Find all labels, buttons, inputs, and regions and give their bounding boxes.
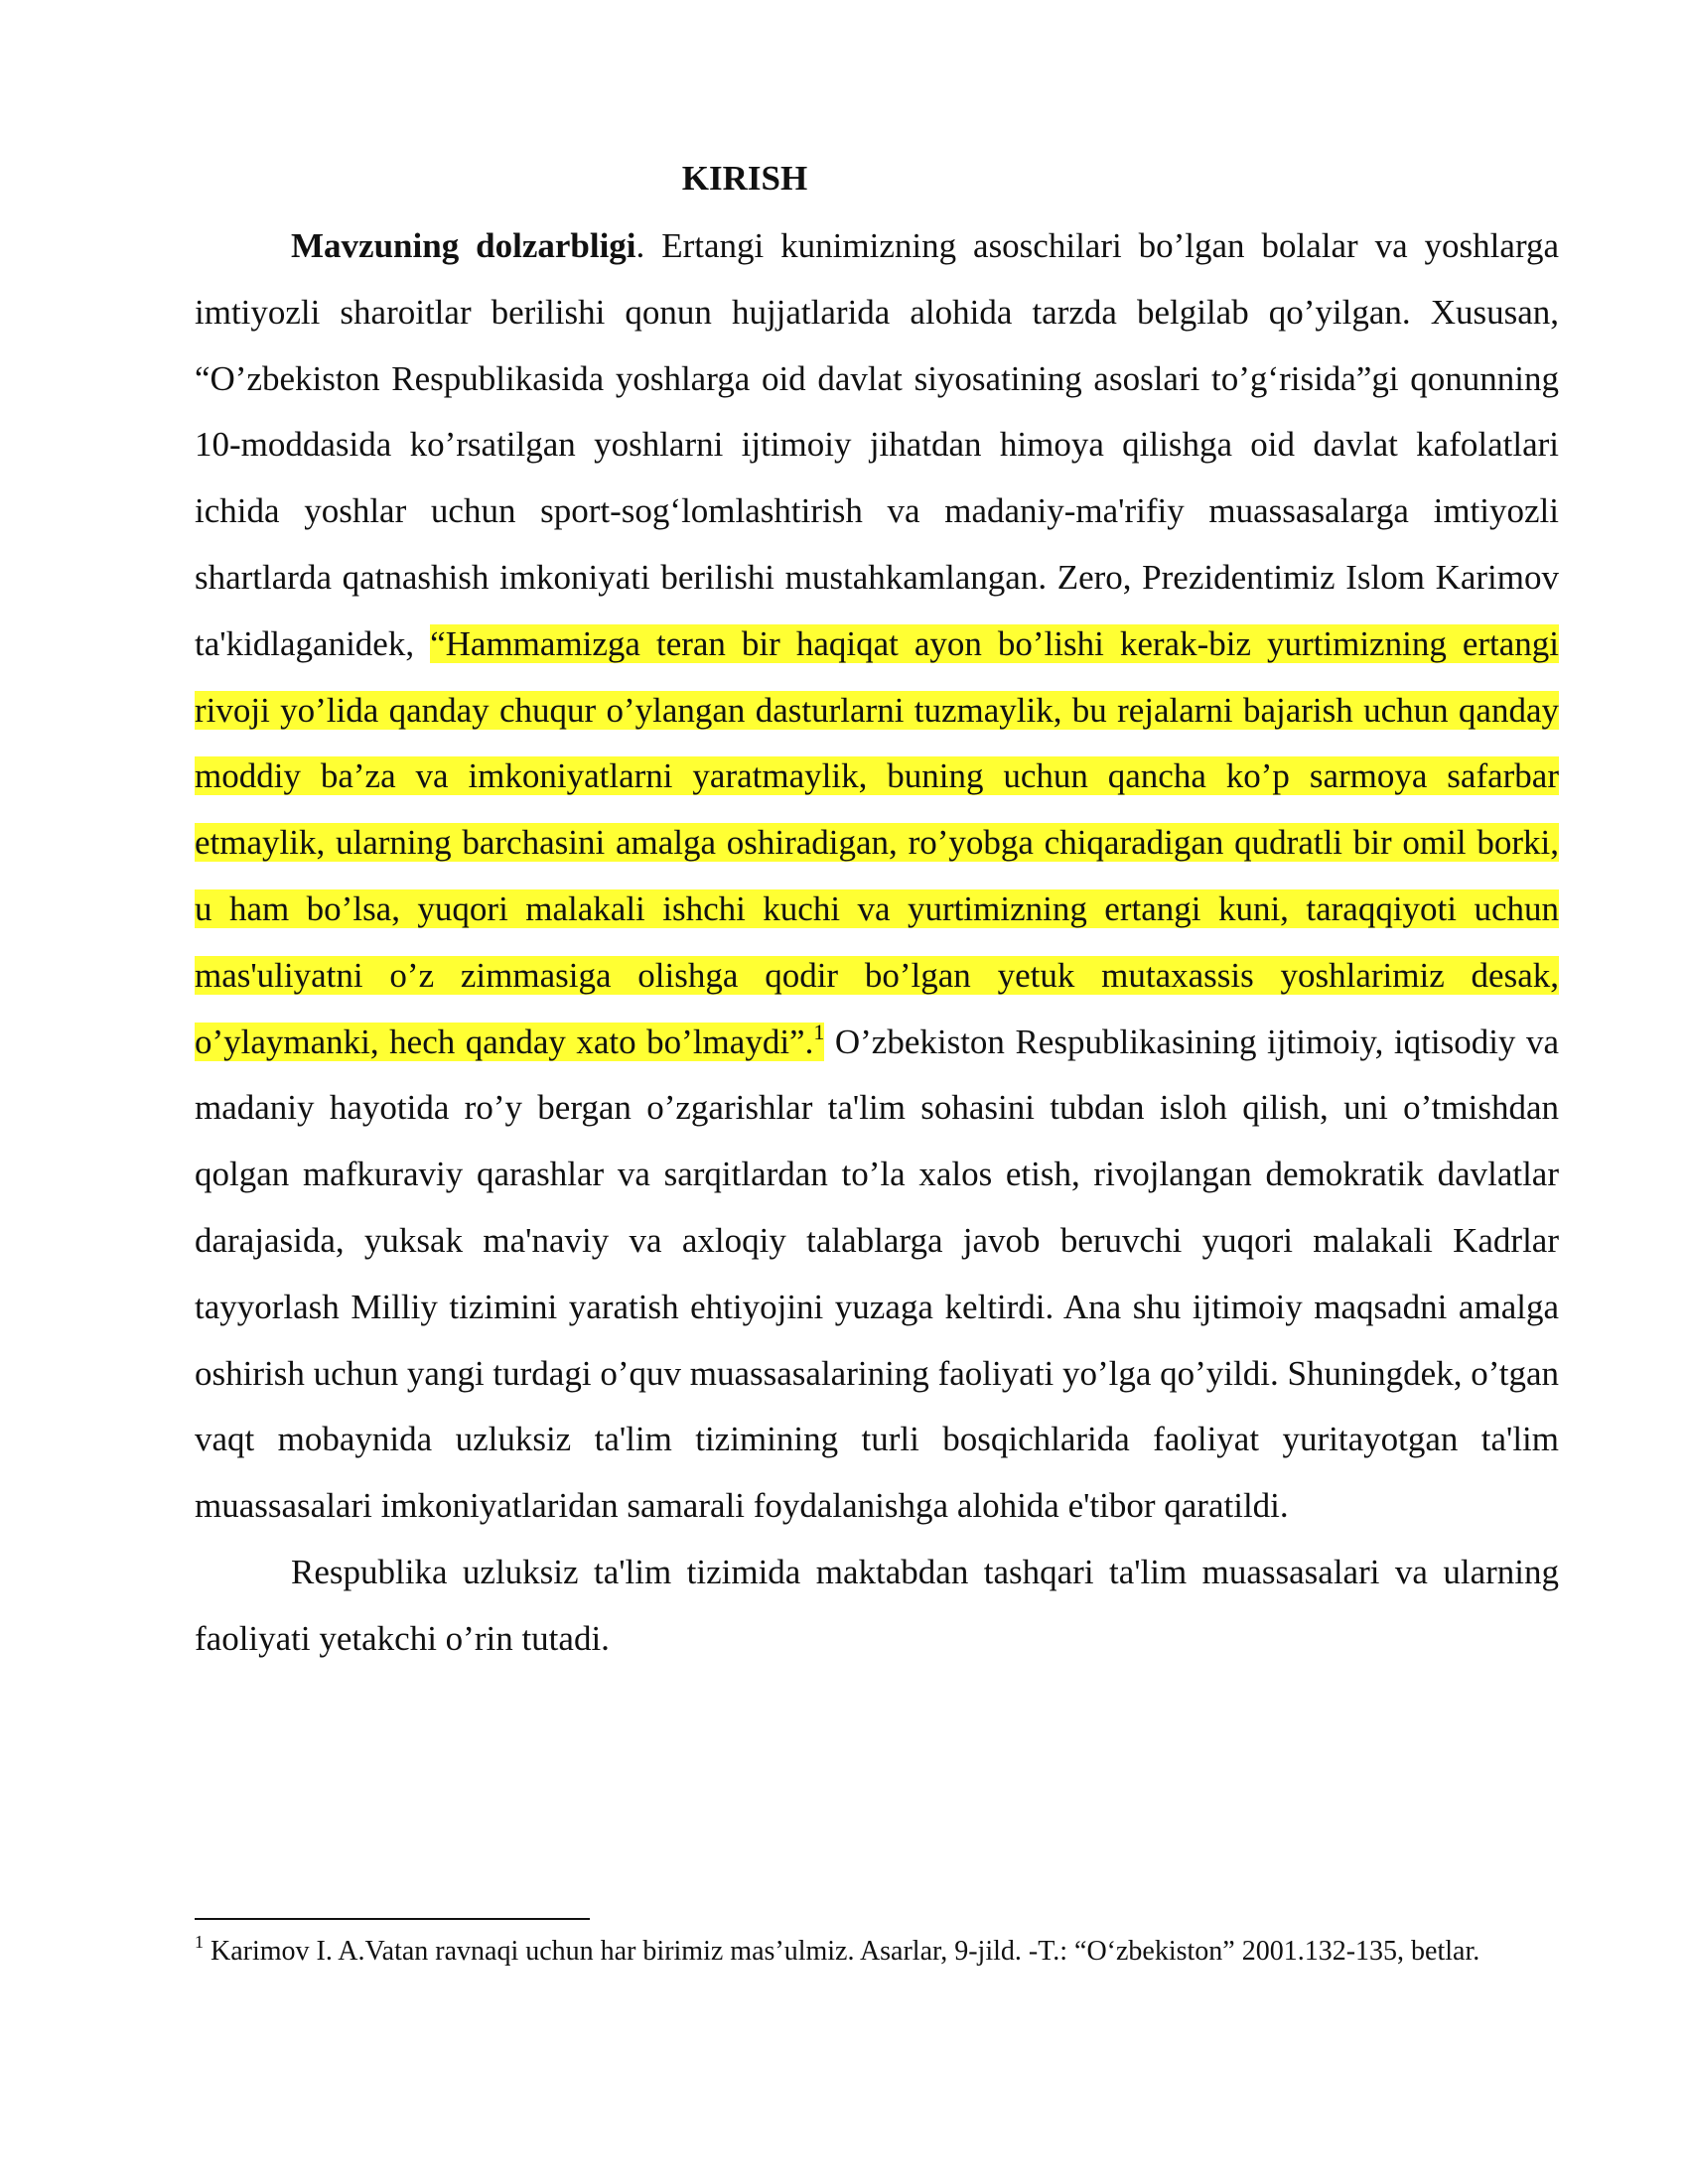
page-title: KIRISH <box>681 159 808 198</box>
paragraph-text-before-quote: Ertangi kunimizning asoschilari bo’lgan bolalar va yoshlarga imtiyozli sharoitlar berilishi qonun hujjatlarida alohida tarzda belgilab qo’yilgan. Xususan, “O’zbekiston Respublikasida yoshlarga oid davlat siyosatining asoslari to’g‘risida”gi qonunning 10-moddasida ko’rsatilgan yoshlarni ijtimoiy jihatdan himoya qilishga oid davlat kafolatlari ichida yoshlar uchun sport-sog‘lomlashtirish va madaniy-ma'rifiy muassasalarga imtiyozli shartlarda qatnashish imkoniyati berilishi mustahkamlangan. Zero, Prezidentimiz Islom Karimov ta'kidlaganidek, <box>195 226 1559 663</box>
lead-punctuation: . <box>635 226 645 265</box>
footnote-reference[interactable]: 1 <box>813 1019 825 1044</box>
footnote-number: 1 <box>195 1932 204 1952</box>
lead-bold-term: Mavzuning dolzarbligi <box>291 226 636 265</box>
footnote <box>195 1926 1559 1978</box>
paragraph-text-after-quote: O’zbekiston Respublikasining ijtimoiy, iqtisodiy va madaniy hayotida ro’y bergan o’zgarishlar ta'lim sohasini tubdan isloh qilish, uni o’tmishdan qolgan mafkuraviy qarashlar va sarqitlardan to’la xalos etish, rivojlangan demokratik davlatlar darajasida, yuksak ma'naviy va axloqiy talablarga javob beruvchi yuqori malakali Kadrlar tayyorlash Milliy tizimini yaratish ehtiyojini yuzaga keltirdi. Ana shu ijtimoiy maqsadni amalga oshirish uchun yangi turdagi o’quv muassasalarining faoliyati yo’lga qo’yildi. Shuningdek, o’tgan vaqt mobaynida uzluksiz ta'lim tizimining turli bosqichlarida faoliyat yuritayotgan ta'lim muassasalari imkoniyatlaridan samarali foydalanishga alohida e'tibor qaratildi. <box>195 1022 1559 1526</box>
footnote-text: Karimov I. A.Vatan ravnaqi uchun har birimiz mas’ulmiz. Asarlar, 9-jild. -T.: “O‘zbekiston” 2001.132-135, betlar. <box>204 1936 1480 1967</box>
highlighted-quote <box>195 624 1559 1061</box>
footnote-separator <box>195 1918 590 1920</box>
body-text <box>195 213 1559 1673</box>
paragraph-extracurricular: Respublika uzluksiz ta'lim tizimida maktabdan tashqari ta'lim muassasalari va ularning faoliyati yetakchi o’rin tutadi. <box>195 1552 1559 1658</box>
quote-text: “Hammamizga teran bir haqiqat ayon bo’lishi kerak-biz yurtimizning ertangi rivoji yo’lida qanday chuqur o’ylangan dasturlarni tuzmaylik, bu rejalarni bajarish uchun qanday moddiy ba’za va imkoniyatlarni yaratmaylik, buning uchun qancha ko’p sarmoya safarbar etmaylik, ularning barchasini amalga oshiradigan, ro’yobga chiqaradigan qudratli bir omil borki, u ham bo’lsa, yuqori malakali ishchi kuchi va yurtimizning ertangi kuni, taraqqiyoti uchun mas'uliyatni o’z zimmasiga olishga qodir bo’lgan yetuk mutaxassis yoshlarimiz desak, o’ylaymanki, hech qanday xato bo’lmaydi”. <box>195 623 1560 1061</box>
paragraph-topic-relevance <box>195 213 1559 1540</box>
